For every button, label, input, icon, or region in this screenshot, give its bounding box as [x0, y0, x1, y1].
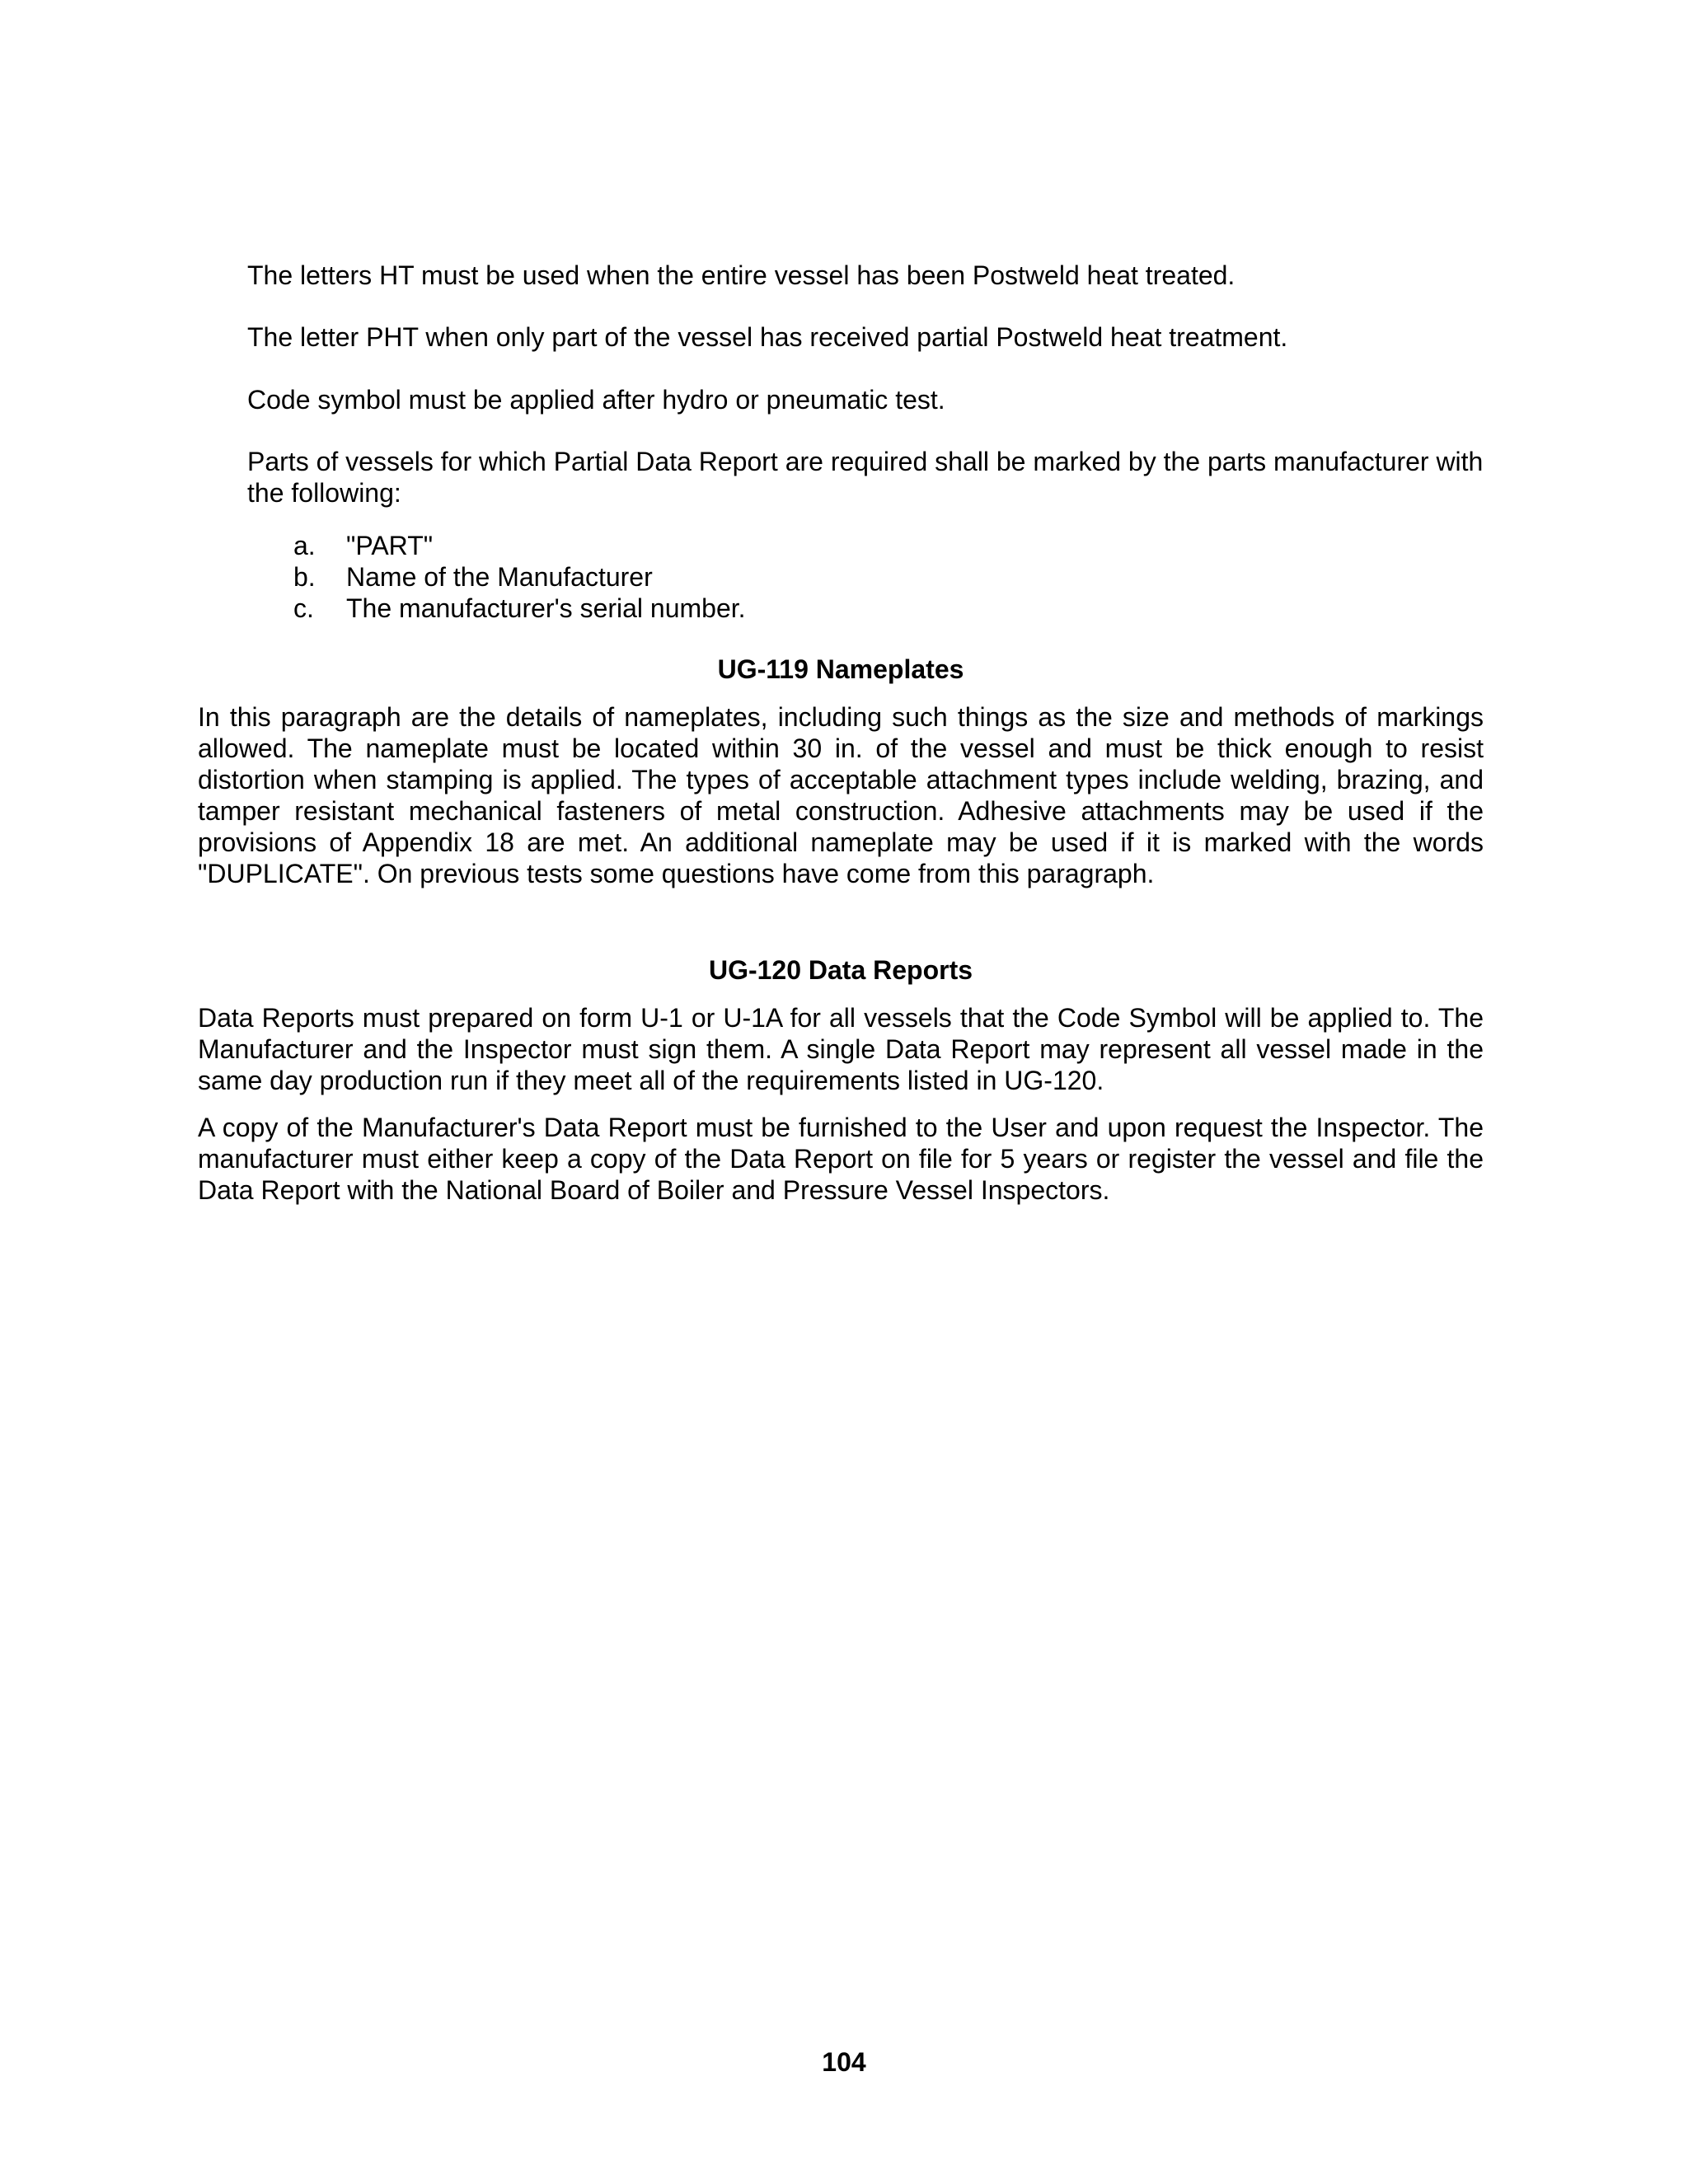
list-item-text: The manufacturer's serial number.: [346, 593, 746, 623]
section-heading-data-reports: UG-120 Data Reports: [708, 955, 973, 985]
paragraph-pht-marking: The letter PHT when only part of the vessel has received partial Postweld heat treatment.: [247, 322, 1288, 352]
list-item: [293, 593, 746, 624]
paragraph-code-symbol: Code symbol must be applied after hydro or pneumatic test.: [247, 385, 945, 415]
marking-list: [293, 530, 746, 624]
list-marker: c.: [293, 593, 314, 623]
list-item: [293, 561, 746, 593]
paragraph-data-reports-form: Data Reports must prepared on form U-1 or U-1A for all vessels that the Code Symbol will be applied to. The Manufacturer and the Inspector must sign them. A single Data Report may represent all vessel made in the same day production run if they meet all of the requirements listed in UG-120.: [198, 1003, 1484, 1095]
page-number: 104: [822, 2047, 866, 2077]
paragraph-data-reports-copy: A copy of the Manufacturer's Data Report must be furnished to the User and upon request the Inspector. The manufacturer must either keep a copy of the Data Report on file for 5 years or register the vessel and file the Data Report with the National Board of Boiler and Pressure Vessel Inspectors.: [198, 1113, 1484, 1205]
paragraph-ht-marking: The letters HT must be used when the entire vessel has been Postweld heat treated.: [247, 260, 1236, 290]
list-marker: b.: [293, 562, 316, 592]
list-item: [293, 530, 746, 561]
list-item-text: Name of the Manufacturer: [346, 562, 653, 592]
list-item-text: "PART": [346, 531, 434, 560]
section-heading-nameplates: UG-119 Nameplates: [717, 654, 964, 684]
paragraph-partial-data-report: Parts of vessels for which Partial Data Report are required shall be marked by the parts manufacturer with the following:: [247, 447, 1484, 508]
paragraph-nameplates: In this paragraph are the details of nameplates, including such things as the size and methods of markings allowed. The nameplate must be located within 30 in. of the vessel and must be thick enough to resist distortion when stamping is applied. The types of acceptable attachment types include welding, brazing, and tamper resistant mechanical fasteners of metal construction. Adhesive attachments may be used if the provisions of Appendix 18 are met. An additional nameplate may be used if it is marked with the words "DUPLICATE". On previous tests some questions have come from this paragraph.: [198, 702, 1484, 888]
list-marker: a.: [293, 531, 316, 560]
